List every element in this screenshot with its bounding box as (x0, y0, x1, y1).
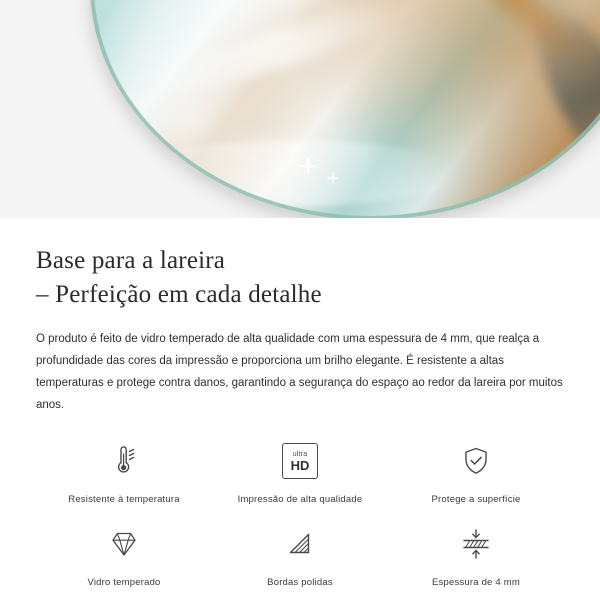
page-title (36, 244, 564, 312)
feature-item (388, 521, 564, 588)
hero-image (0, 0, 600, 218)
diamond-icon (101, 521, 147, 567)
content-section (0, 244, 600, 588)
feature-label: Impressão de alta qualidade (237, 494, 363, 505)
feature-label: Protege a superfície (431, 494, 521, 505)
badge-main-text: HD (290, 457, 310, 473)
headline-line-1: Base para a lareira (36, 247, 226, 274)
feature-label: Resistente à temperatura (68, 494, 180, 505)
ultra-hd-badge-icon (277, 438, 323, 484)
thermometer-icon (101, 438, 147, 484)
feature-item (212, 521, 388, 588)
plate-streak-white (147, 0, 405, 107)
polished-edges-icon (277, 521, 323, 567)
thickness-arrows-icon (453, 521, 499, 567)
feature-label: Bordas polidas (267, 577, 333, 588)
feature-grid (36, 438, 564, 588)
feature-item (36, 438, 212, 505)
feature-item (212, 438, 388, 505)
feature-label: Espessura de 4 mm (432, 577, 520, 588)
badge-top-text: ultra (292, 450, 308, 458)
headline-line-2: – Perfeição em cada detalhe (36, 281, 322, 308)
feature-item (388, 438, 564, 505)
feature-item (36, 521, 212, 588)
shield-check-icon (453, 438, 499, 484)
feature-label: Vidro temperado (87, 577, 161, 588)
description-paragraph: O produto é feito de vidro temperado de alta qualidade com uma espessura de 4 mm, que realça a profundidade das cores da impressão e proporciona um brilho elegante. É resistente a altas temperaturas e protege contra danos, garantindo a segurança do espaço ao redor da lareira por muitos anos. (36, 333, 563, 411)
